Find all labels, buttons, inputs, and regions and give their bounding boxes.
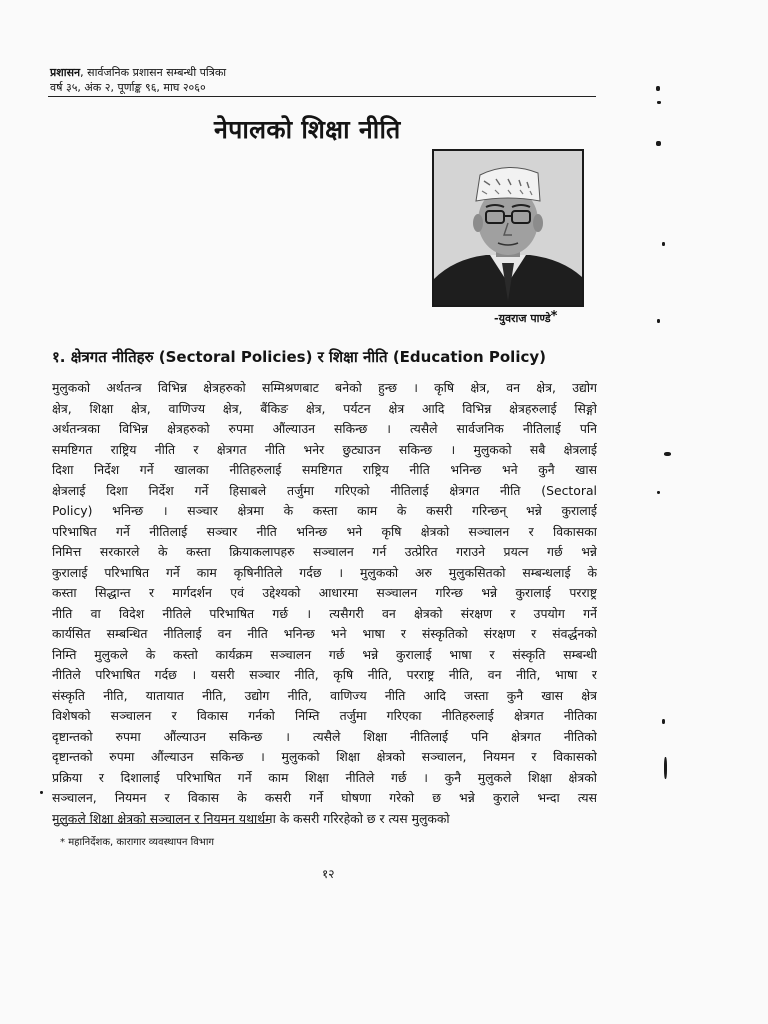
body-line: प्रक्रिया र दिशालाई परिभाषित गर्ने काम शिक्षा नीतिले गर्छ । कुनै मुलुकले शिक्षा क्षेत्रको	[52, 769, 597, 785]
footnote-mark: *	[60, 837, 65, 848]
scan-speck	[656, 86, 660, 91]
body-line: परिभाषित गर्ने नीतिलाई सञ्चार नीति भनिन्छ भने कृषि क्षेत्रको सञ्चालन र विकासका	[52, 523, 597, 539]
body-line: संस्कृति नीति, यातायात नीति, उद्योग नीति, वाणिज्य नीति आदि जस्ता कुनै खास क्षेत्र	[52, 687, 597, 703]
author-name: -युवराज पाण्डे	[494, 312, 551, 325]
body-line: कार्यसित सम्बन्धित नीतिलाई वन नीति भनिन्छ भने भाषा र संस्कृतिको संरक्षण र संवर्द्धनको	[52, 626, 597, 641]
body-line: नीति वा विदेश नीतिले परिभाषित गर्छ । त्यसैगरी वन क्षेत्रको संरक्षण र उपयोग गर्ने	[52, 605, 597, 621]
body-line: दृष्टान्तको रुपमा औंल्याउन सकिन्छ । त्यसैले शिक्षा नीतिलाई पनि क्षेत्रगत नीतिको	[52, 728, 597, 744]
scan-speck	[40, 791, 43, 794]
body-line: दिशा निर्देश गर्ने खालका नीतिहरुलाई समष्टिगत राष्ट्रिय नीति भनिन्छ भने कुनै खास	[52, 462, 597, 477]
scan-speck	[657, 319, 660, 323]
footnote-rule	[54, 823, 270, 824]
body-line: कस्ता सिद्धान्त र मार्गदर्शन एवं उद्देश्यको आधारमा सञ्चालन गरिन्छ भन्ने कुरालाई परराष्ट्र	[52, 585, 597, 600]
body-line: अर्थतन्त्रका विभिन्न क्षेत्रहरुको रुपमा औंल्याउन सकिन्छ । त्यसैले सार्वजनिक नीतिलाई पनि	[52, 421, 597, 436]
scan-speck	[662, 242, 665, 246]
journal-name: प्रशासन	[50, 66, 81, 79]
author-byline	[494, 309, 557, 326]
journal-title-line	[50, 66, 226, 79]
scan-speck	[656, 141, 661, 146]
article-title: नेपालको शिक्षा नीति	[214, 115, 401, 144]
body-line: निमित्त सरकारले के कस्ता क्रियाकलापहरु सञ्चालन गर्न उत्प्रेरित गराउने प्रयत्न गर्छ भन्ने	[52, 544, 597, 559]
footnote	[60, 834, 214, 848]
body-line: सञ्चालन, नियमन र विकास के कसरी गर्ने घोषणा गरेको छ भन्ने कुराले भन्दा त्यस	[52, 790, 597, 805]
body-line: मुलुकले शिक्षा क्षेत्रको सञ्चालन र नियमन यथार्थमा के कसरी गरिरहेको छ र त्यस मुलुकको	[52, 810, 450, 826]
scan-speck	[664, 757, 667, 779]
body-line: क्षेत्रलाई दिशा निर्देश गर्ने हिसाबले तर्जुमा गरिएको नीतिलाई क्षेत्रगत नीति (Sectoral	[52, 482, 597, 498]
body-line: विशेषको सञ्चालन र विकास गर्नको निम्ति तर्जुमा गरिएका नीतिहरुलाई क्षेत्रगत नीतिका	[52, 708, 597, 723]
body-line: Policy) भनिन्छ । सञ्चार क्षेत्रमा के कस्ता काम के कसरी गरिन्छन् भन्ने कुरालाई	[52, 503, 597, 518]
body-line: क्षेत्र, शिक्षा क्षेत्र, वाणिज्य क्षेत्र, बैंकिङ क्षेत्र, पर्यटन क्षेत्र आदि विभिन्न क्षेत्रहरुलाई सिङ्गो	[52, 400, 597, 416]
body-line: निम्ति मुलुकले के कस्तो कार्यक्रम सञ्चालन गर्छ भन्ने कुरालाई भाषा र संस्कृति सम्बन्धी	[52, 646, 597, 662]
author-footnote-mark: *	[550, 309, 558, 324]
header-rule	[48, 96, 596, 97]
page-number: १२	[322, 867, 335, 881]
body-paragraph	[52, 378, 597, 829]
scan-speck	[662, 719, 665, 724]
body-line: समष्टिगत राष्ट्रिय नीति र क्षेत्रगत नीति भनेर छुट्याउन सकिन्छ । मुलुकको सबै क्षेत्रलाई	[52, 441, 597, 457]
section-heading: १. क्षेत्रगत नीतिहरु (Sectoral Policies) र शिक्षा नीति (Education Policy)	[52, 348, 546, 366]
journal-subtitle: , सार्वजनिक प्रशासन सम्बन्धी पत्रिका	[80, 66, 227, 79]
scan-speck	[657, 491, 660, 494]
author-portrait-image	[434, 151, 582, 305]
scan-speck	[664, 452, 671, 456]
journal-issue: वर्ष ३५, अंक २, पूर्णाङ्क ९६, माघ २०६०	[50, 81, 206, 94]
scan-speck	[657, 101, 661, 104]
body-line: मुलुकको अर्थतन्त्र विभिन्न क्षेत्रहरुको सम्मिश्रणबाट बनेको हुन्छ । कृषि क्षेत्र, वन क्षेत्र, उद्योग	[52, 380, 597, 395]
body-line: नीतिले परिभाषित गर्दछ । यसरी सञ्चार नीति, कृषि नीति, परराष्ट्र नीति, वन नीति, भाषा र	[52, 667, 597, 682]
footnote-text: महानिर्देशक, कारागार व्यवस्थापन विभाग	[68, 837, 215, 848]
author-photo	[432, 149, 584, 307]
body-line: कुरालाई परिभाषित गर्ने काम कृषिनीतिले गर्दछ । मुलुकको अरु मुलुकसितको सम्बन्धलाई के	[52, 564, 597, 580]
body-line: दृष्टान्तको रुपमा औंल्याउन सकिन्छ । मुलुकको शिक्षा क्षेत्रको सञ्चालन, नियमन र विकासको	[52, 749, 597, 764]
